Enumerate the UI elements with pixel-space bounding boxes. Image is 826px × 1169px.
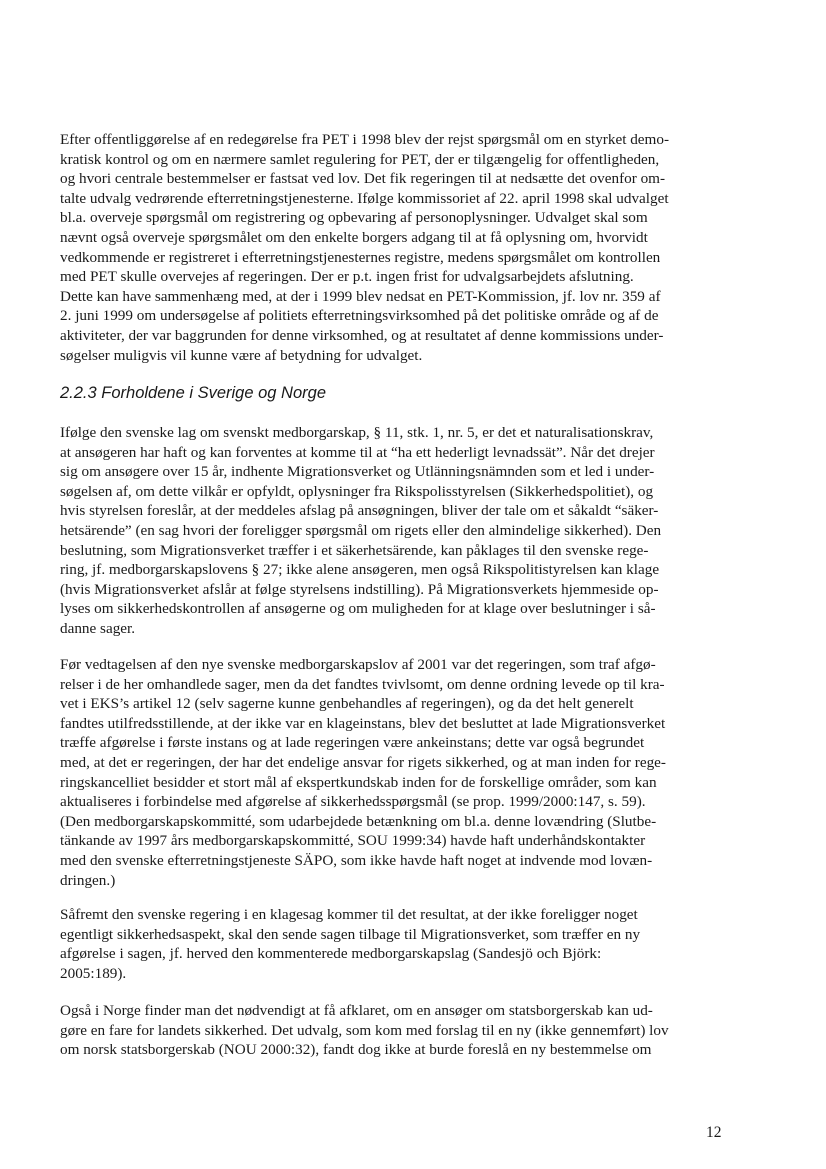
text-line: afgørelse i sagen, jf. herved den kommenterede medborgarskapslag (Sandesjö och Björk: bbox=[60, 945, 602, 963]
text-line: træffe afgørelse i første instans og at lade regeringen være ankeinstans; dette var også begrundet bbox=[60, 734, 645, 752]
text-line: lyses om sikkerhedskontrollen af ansøgerne og om muligheden for at klage over beslutninger i så- bbox=[60, 600, 656, 618]
text-line: vet i EKS’s artikel 12 (selv sagerne kunne genbehandles af regeringen), og da det helt generelt bbox=[60, 695, 634, 713]
paragraph-sweden-2001-law bbox=[60, 655, 750, 890]
text-line: Før vedtagelsen af den nye svenske medborgarskapslov af 2001 var det regeringen, som traf afgø- bbox=[60, 656, 656, 673]
text-line: (Den medborgarskapskommitté, som udarbejdede betænkning om bl.a. denne lovændring (Slutbe- bbox=[60, 812, 657, 830]
text-line: 2005:189). bbox=[60, 964, 127, 982]
text-line: kratisk kontrol og om en nærmere samlet regulering for PET, der er tilgængelig for offentligheden, bbox=[60, 150, 660, 168]
text-line: og hvori centrale bestemmelser er fastsat ved lov. Det fik regeringen til at nedsætte det ovenfor om- bbox=[60, 170, 666, 188]
text-line: (hvis Migrationsverket afslår at følge styrelsens indstilling). På Migrationsverkets hjemmeside op- bbox=[60, 580, 659, 598]
text-line: dringen.) bbox=[60, 871, 116, 889]
text-line: Dette kan have sammenhæng med, at der i 1999 blev nedsat en PET-Kommission, jf. lov nr. 359 af bbox=[60, 287, 661, 305]
text-line: søgelsen af, om dette vilkår er opfyldt, oplysninger fra Rikspolisstyrelsen (Sikkerhedspolitiet), og bbox=[60, 482, 654, 500]
paragraph-norway bbox=[60, 1001, 750, 1060]
text-line: at ansøgeren har haft og kan forventes at komme til at “ha ett hederligt levnadssät”. Når det drejer bbox=[60, 443, 655, 461]
text-line: fandtes utilfredsstillende, at der ikke var en klageinstans, blev det besluttet at lade Migrationsverket bbox=[60, 714, 666, 732]
text-line: Såfremt den svenske regering i en klagesag kommer til det resultat, at der ikke foreligger noget bbox=[60, 906, 638, 923]
text-line: hetsärende” (en sag hvori der foreligger spørgsmål om rigets eller den almindelige sikkerhed). Den bbox=[60, 521, 662, 539]
text-line: 2. juni 1999 om undersøgelse af politiets efterretningsvirksomhed på det politiske område og af de bbox=[60, 307, 659, 325]
text-line: om norsk statsborgerskab (NOU 2000:32), fandt dog ikke at burde foreslå en ny bestemmelse om bbox=[60, 1041, 652, 1059]
text-line: med, at det er regeringen, der har det endelige ansvar for rigets sikkerhed, og at man inden for rege- bbox=[60, 753, 666, 771]
text-line: vedkommende er registreret i efterretningstjenesternes registre, medens spørgsmålet om kontrollen bbox=[60, 248, 661, 266]
section-heading: 2.2.3 Forholdene i Sverige og Norge bbox=[60, 384, 326, 402]
paragraph-pet-regulation bbox=[60, 130, 750, 365]
text-line: beslutning, som Migrationsverket træffer i et säkerhetsärende, kan påklages til den svenske rege- bbox=[60, 541, 649, 559]
text-line: talte udvalg vedrørende efterretningstjenesterne. Ifølge kommissoriet af 22. april 1998 skal udvalget bbox=[60, 189, 669, 207]
text-line: nævnt også overveje spørgsmålet om den enkelte borgers adgang til at få oplysning om, hvorvidt bbox=[60, 228, 648, 246]
text-line: Også i Norge finder man det nødvendigt at få afklaret, om en ansøger om statsborgerskab kan ud- bbox=[60, 1002, 653, 1019]
text-line: aktualiseres i forbindelse med afgørelse af sikkerhedsspørgsmål (se prop. 1999/2000:147, s. 59). bbox=[60, 793, 646, 811]
text-line: bl.a. overveje spørgsmål om registrering og opbevaring af personoplysninger. Udvalget skal som bbox=[60, 209, 648, 227]
text-line: gøre en fare for landets sikkerhed. Det udvalg, som kom med forslag til en ny (ikke gennemført) lov bbox=[60, 1021, 669, 1039]
text-line: sig om ansøgere over 15 år, indhente Migrationsverket og Utlänningsnämnden som et led i under- bbox=[60, 463, 655, 481]
page-number: 12 bbox=[706, 1124, 722, 1141]
text-line: med PET skulle overvejes af regeringen. Der er p.t. ingen frist for udvalgsarbejdets afslutning. bbox=[60, 268, 634, 286]
text-line: Efter offentliggørelse af en redegørelse fra PET i 1998 blev der rejst spørgsmål om en styrket demo- bbox=[60, 131, 670, 148]
text-line: hvis styrelsen foreslår, at der meddeles afslag på ansøgningen, bliver der tale om et såkaldt “säker- bbox=[60, 502, 659, 520]
text-line: egentligt sikkerhedsaspekt, skal den sende sagen tilbage til Migrationsverket, som træffer en ny bbox=[60, 925, 641, 943]
text-line: søgelser muligvis vil kunne være af betydning for udvalget. bbox=[60, 346, 423, 364]
text-line: relser i de her omhandlede sager, men da det fandtes tvivlsomt, om denne ordning levede op til kra- bbox=[60, 675, 665, 693]
text-line: Ifølge den svenske lag om svenskt medborgarskap, § 11, stk. 1, nr. 5, er det et naturalisationskrav, bbox=[60, 424, 654, 441]
text-line: tänkande av 1997 års medborgarskapskommitté, SOU 1999:34) havde haft underhåndskontakter bbox=[60, 832, 646, 850]
text-line: ringskancelliet besidder et stort mål af ekspertkundskab inden for de forskellige områder, som kan bbox=[60, 773, 657, 791]
paragraph-sweden-appeal bbox=[60, 905, 750, 983]
paragraph-sweden-naturalisation bbox=[60, 423, 750, 639]
text-line: med den svenske efterretningstjeneste SÄPO, som ikke havde haft noget at indvende mod lovæn- bbox=[60, 851, 653, 869]
text-line: ring, jf. medborgarskapslovens § 27; ikke alene ansøgeren, men også Rikspolitistyrelsen kan klage bbox=[60, 561, 660, 579]
text-line: danne sager. bbox=[60, 619, 136, 637]
text-line: aktiviteter, der var baggrunden for denne virksomhed, og at resultatet af denne kommissions under- bbox=[60, 326, 664, 344]
